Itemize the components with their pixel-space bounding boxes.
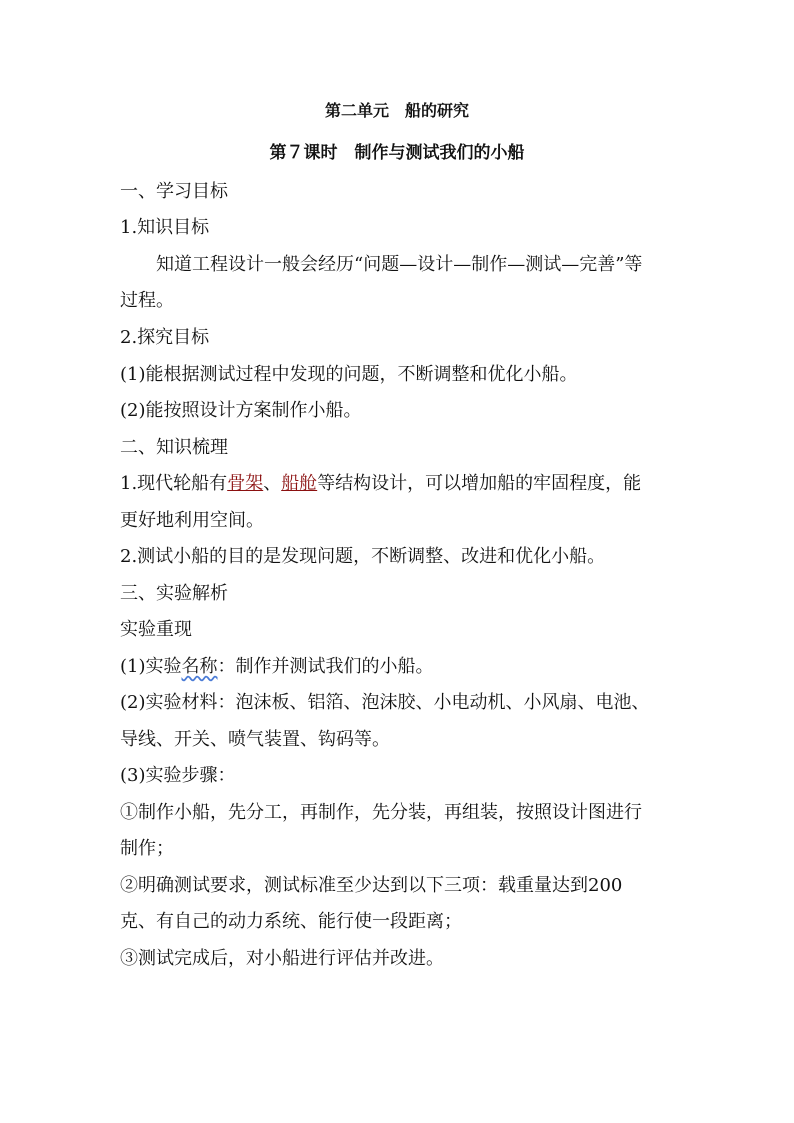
- experiment-step-2-line2: 克、有自己的动力系统、能行使一段距离；: [120, 911, 462, 932]
- knowledge-item-2: 2.测试小船的目的是发现问题，不断调整、改进和优化小船。: [120, 546, 606, 567]
- experiment-materials-line2: 导线、开关、喷气装置、钩码等。: [120, 729, 390, 750]
- knowledge-item-1-line2: 更好地利用空间。: [120, 510, 264, 531]
- knowledge-item-1-prefix: 1.现代轮船有: [120, 473, 228, 494]
- knowledge-item-1-suffix: 等结构设计，可以增加船的牢固程度，能: [317, 473, 642, 494]
- experiment-steps-heading: (3)实验步骤：: [120, 765, 236, 786]
- section-heading-goals: 一、学习目标: [120, 181, 228, 202]
- experiment-name-emphasis: 名称: [181, 656, 218, 677]
- experiment-step-1-line2: 制作；: [120, 838, 174, 859]
- knowledge-goal-text-line2: 过程。: [120, 290, 174, 311]
- experiment-materials-line1: (2)实验材料：泡沫板、铝箔、泡沫胶、小电动机、小风扇、电池、: [120, 692, 650, 713]
- knowledge-item-1: [120, 473, 641, 495]
- experiment-step-3: ③测试完成后，对小船进行评估并改进。: [120, 948, 444, 969]
- explore-goal-item-1: (1)能根据测试过程中发现的问题，不断调整和优化小船。: [120, 364, 578, 385]
- experiment-name-prefix: (1)实验: [120, 656, 182, 677]
- section-heading-experiment: 三、实验解析: [120, 583, 228, 604]
- knowledge-item-1-separator: 、: [263, 473, 282, 494]
- experiment-step-2-line1: ②明确测试要求，测试标准至少达到以下三项：载重量达到200: [120, 875, 623, 896]
- lesson-title: 第７课时 制作与测试我们的小船: [269, 143, 525, 163]
- explore-goal-item-2: (2)能按照设计方案制作小船。: [120, 400, 362, 421]
- knowledge-goal-text-line1: 知道工程设计一般会经历“问题—设计—制作—测试—完善”等: [156, 254, 643, 275]
- answer-blank-skeleton: 骨架: [227, 473, 264, 494]
- experiment-name-suffix: ：制作并测试我们的小船。: [217, 656, 434, 677]
- knowledge-goal-heading: 1.知识目标: [120, 217, 210, 238]
- explore-goal-heading: 2.探究目标: [120, 327, 210, 348]
- unit-title: 第二单元 船的研究: [324, 101, 469, 120]
- experiment-name: [120, 656, 434, 678]
- section-heading-knowledge: 二、知识梳理: [120, 437, 228, 458]
- answer-blank-cabin: 船舱: [281, 473, 318, 494]
- experiment-subheading: 实验重现: [120, 619, 192, 640]
- experiment-step-1-line1: ①制作小船，先分工，再制作，先分装，再组装，按照设计图进行: [120, 802, 642, 823]
